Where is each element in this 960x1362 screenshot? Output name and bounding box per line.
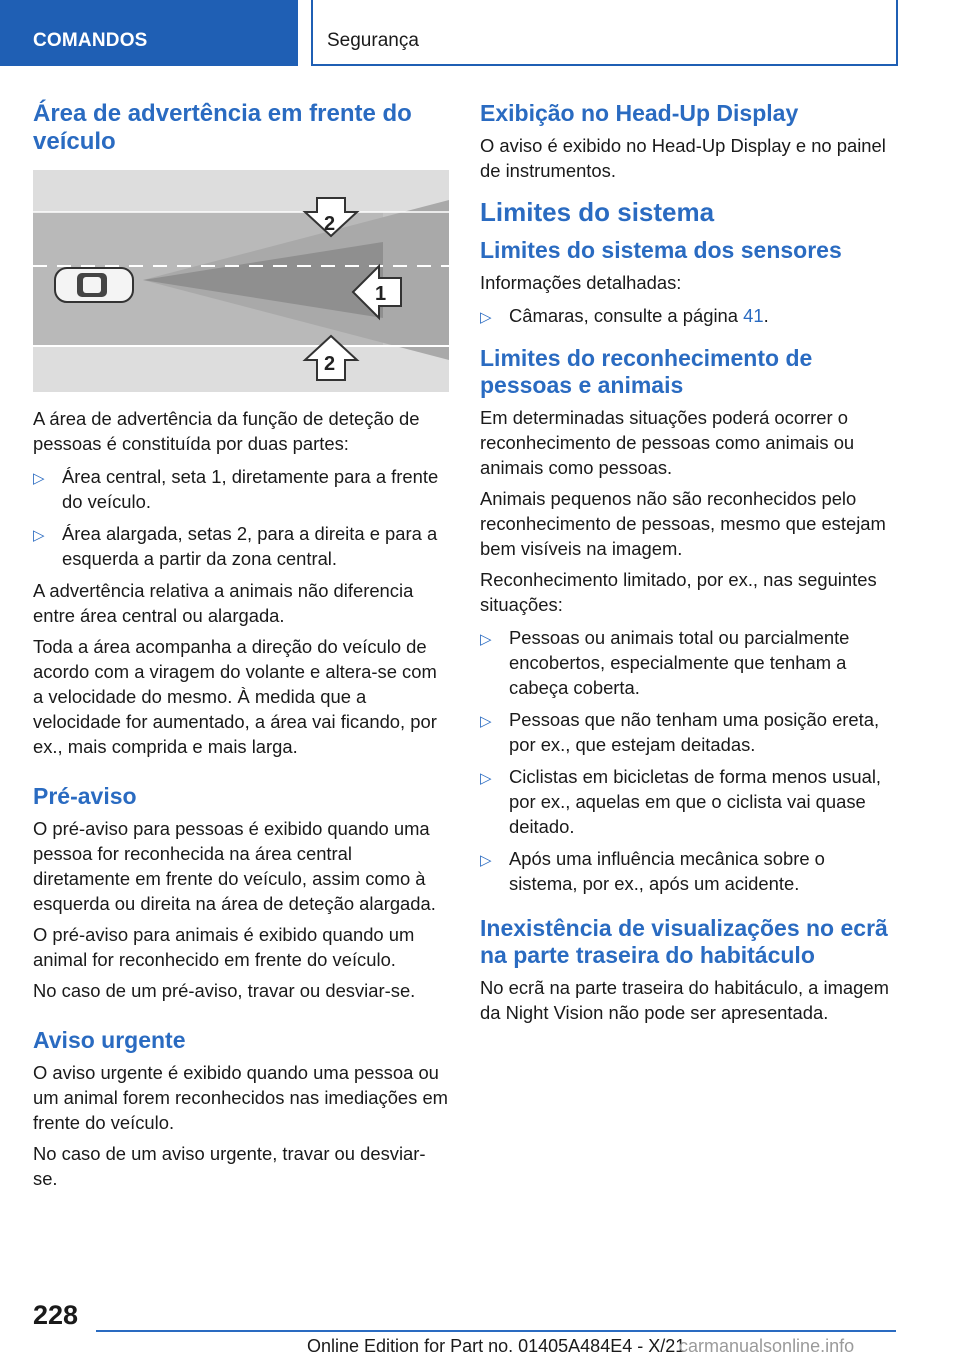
recognition-list <box>480 625 898 896</box>
section-heading-hud: Exibição no Head-Up Display <box>480 100 799 126</box>
paragraph: No caso de um aviso urgente, travar ou desviar-se. <box>33 1143 426 1189</box>
section-heading-aviso-urgente: Aviso urgente <box>33 1027 186 1053</box>
section-heading-warning-area: Área de advertência em frente do veículo <box>33 100 412 155</box>
chapter-tab <box>0 0 298 66</box>
paragraph: No caso de um pré-aviso, travar ou desviar-se. <box>33 980 416 1001</box>
list-item: ▷ Pessoas ou animais total ou parcialmente encobertos, especialmente que tenham a cabeça coberta. <box>480 627 850 698</box>
arrow-center-label: 1 <box>375 283 387 305</box>
paragraph: Reconhecimento limitado, por ex., nas seguintes situações: <box>480 569 877 615</box>
list-item: ▷ Após uma influência mecânica sobre o sistema, por ex., após um acidente. <box>480 848 825 894</box>
paragraph: O aviso é exibido no Head-Up Display e no painel de instrumentos. <box>480 135 886 181</box>
paragraph: O pré-aviso para animais é exibido quando um animal for reconhecido em frente do veículo. <box>33 924 415 970</box>
paragraph: No ecrã na parte traseira do habitáculo, a imagem da Night Vision não pode ser apresentada. <box>480 977 889 1023</box>
page-link[interactable]: 41 <box>743 305 764 326</box>
intro-paragraph: A área de advertência da função de deteção de pessoas é constituída por duas partes: <box>33 408 420 454</box>
warning-area-figure <box>33 170 449 392</box>
sensors-list <box>480 303 898 328</box>
section-heading-limits: Limites do sistema <box>480 197 715 227</box>
section-heading-recognition: Limites do reconhecimento de pessoas e animais <box>480 345 813 398</box>
list-item: ▷ Ciclistas em bicicletas de forma menos usual, por ex., aquelas em que o ciclista vai quase deitado. <box>480 766 882 837</box>
triangle-bullet-icon: ▷ <box>480 631 492 648</box>
section-heading-sensors: Limites do sistema dos sensores <box>480 237 842 263</box>
section-heading-preaviso: Pré-aviso <box>33 783 137 809</box>
paragraph: Animais pequenos não são reconhecidos pelo reconhecimento de pessoas, mesmo que estejam bem visíveis na imagem. <box>480 488 886 559</box>
triangle-bullet-icon: ▷ <box>480 309 492 326</box>
paragraph: A advertência relativa a animais não diferencia entre área central ou alargada. <box>33 580 414 626</box>
paragraph: Informações detalhadas: <box>480 272 682 293</box>
warning-area-diagram <box>33 170 449 392</box>
footer-divider <box>96 1330 896 1332</box>
paragraph: Em determinadas situações poderá ocorrer o reconhecimento de pessoas como animais ou animais como pessoas. <box>480 407 855 478</box>
list-item: ▷ Área central, seta 1, diretamente para a frente do veículo. <box>33 466 439 512</box>
list-item: ▷ Pessoas que não tenham uma posição ereta, por ex., que estejam deitadas. <box>480 709 880 755</box>
page-number: 228 <box>33 1300 79 1330</box>
paragraph: O pré-aviso para pessoas é exibido quando uma pessoa for reconhecida na área central diretamente em frente do veículo, assim como à esquerda ou direita na área de deteção alargada. <box>33 818 436 914</box>
chapter-title: Segurança <box>327 30 419 51</box>
chapter-header <box>311 0 898 66</box>
list-item: ▷ Câmaras, consulte a página 41. <box>480 303 898 328</box>
paragraph: Toda a área acompanha a direção do veículo de acordo com a viragem do volante e altera-se com a velocidade do mesmo. À medida que a velocidade for aumentado, a área vai ficando, por ex., mais comprida e mais larga. <box>33 636 437 757</box>
arrow-bottom-label: 2 <box>324 353 336 375</box>
list-item: ▷ Área alargada, setas 2, para a direita e para a esquerda a partir da zona central. <box>33 523 438 569</box>
section-heading-rear-display: Inexistência de visualizações no ecrã na parte traseira do habitáculo <box>480 915 888 968</box>
triangle-bullet-icon: ▷ <box>33 470 45 487</box>
paragraph: O aviso urgente é exibido quando uma pessoa ou um animal forem reconhecidos nas imediações em frente do veículo. <box>33 1062 449 1133</box>
triangle-bullet-icon: ▷ <box>480 713 492 730</box>
watermark: carmanualsonline.info <box>679 1336 855 1356</box>
arrow-top-label: 2 <box>324 213 336 235</box>
edition-note: Online Edition for Part no. 01405A484E4 - X/21 <box>307 1336 686 1356</box>
right-column <box>480 100 898 1031</box>
area-list <box>33 464 449 571</box>
left-column <box>33 100 449 1197</box>
section-title: COMANDOS <box>33 30 148 51</box>
car-icon <box>55 268 133 302</box>
triangle-bullet-icon: ▷ <box>33 527 45 544</box>
triangle-bullet-icon: ▷ <box>480 852 492 869</box>
triangle-bullet-icon: ▷ <box>480 770 492 787</box>
